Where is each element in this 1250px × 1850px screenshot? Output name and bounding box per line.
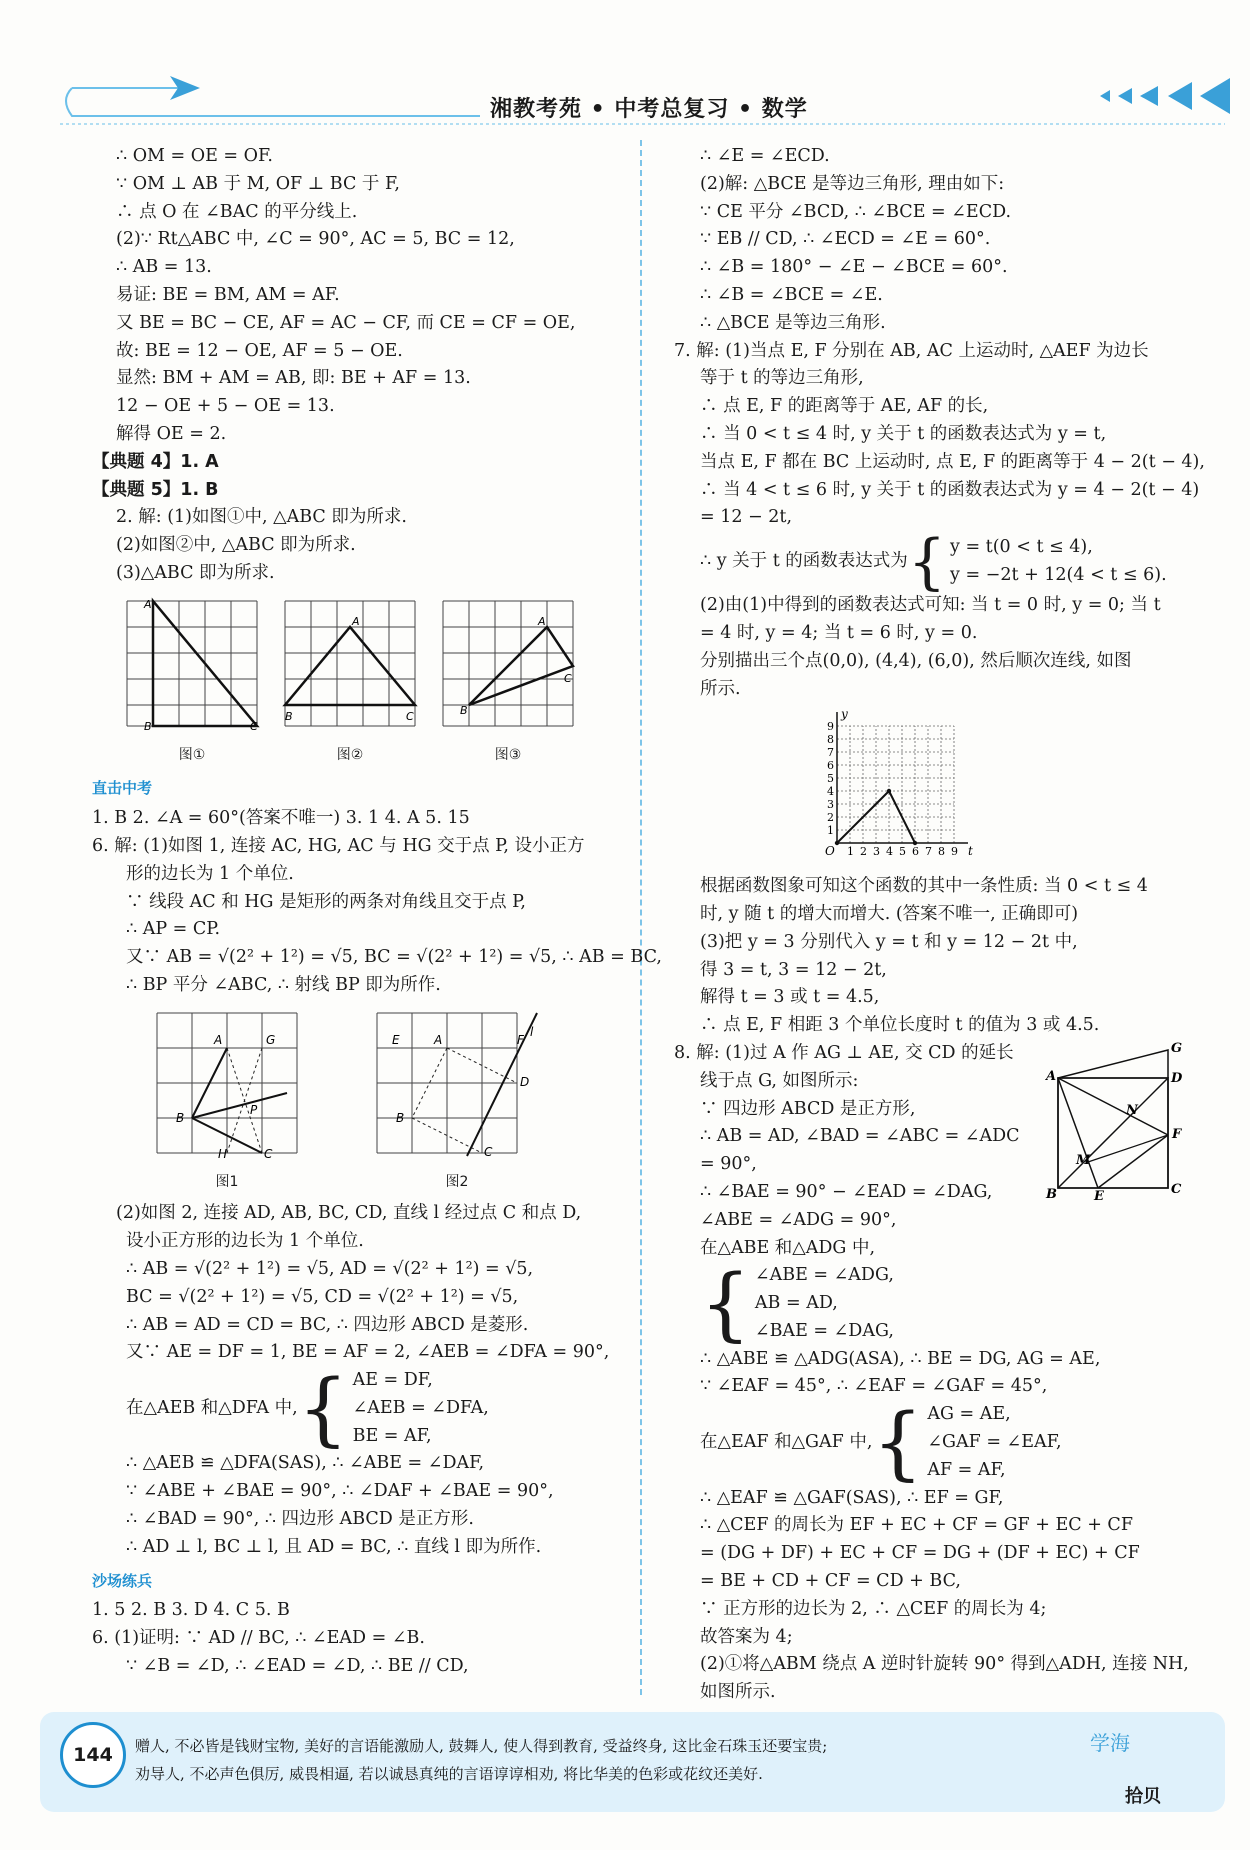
svg-text:A: A	[1046, 1068, 1057, 1084]
svg-text:D: D	[520, 1074, 530, 1089]
text-line: ∴ △BCE 是等边三角形.	[700, 312, 886, 333]
text-line: ∴ △ABE ≌ △ADG(ASA), ∴ BE = DG, AG = AE,	[700, 1348, 1101, 1369]
text-line: ∵ ∠EAF = 45°, ∴ ∠EAF = ∠GAF = 45°,	[700, 1376, 1048, 1397]
text-line: 8. 解: (1)过 A 作 AG ⊥ AE, 交 CD 的延长	[674, 1042, 1014, 1063]
y-tick-label: 8	[827, 733, 834, 747]
text-line: ∵ ∠ABE + ∠BAE = 90°, ∴ ∠DAF + ∠BAE = 90°,	[126, 1481, 554, 1502]
dianti-5: 【典题 5】1. B	[92, 479, 219, 500]
construction-figure-1-label: 图1	[215, 1173, 239, 1190]
text-line: ∴ 点 E, F 的距离等于 AE, AF 的长,	[700, 396, 989, 417]
svg-text:C: C	[484, 1144, 493, 1158]
svg-text:E: E	[1094, 1188, 1104, 1200]
text-line: (2)①将△ABM 绕点 A 逆时针旋转 90° 得到△ADH, 连接 NH,	[700, 1654, 1189, 1675]
triangle-figures	[122, 596, 632, 770]
svg-text:B: B	[144, 719, 152, 731]
x-tick-label: 8	[938, 845, 945, 859]
triangles-decoration	[1100, 78, 1230, 114]
quote-line: 劝导人, 不必声色俱厉, 威畏相逼, 若以诚恳真纯的言语谆谆相劝, 将比华美的色彩或花纹还美好.	[135, 1765, 763, 1783]
brace-function: ∴ y 关于 t 的函数表达式为 { y = t(0 < t ≤ 4), y = −2t + 12(4 < t ≤ 6).	[700, 527, 1167, 598]
text-line: ∴ AD ⊥ l, BC ⊥ l, 且 AD = BC, ∴ 直线 l 即为所作.	[126, 1536, 542, 1557]
page-number: 144	[60, 1722, 126, 1788]
brace-line: ∠AEB = ∠DFA,	[352, 1397, 489, 1418]
y-tick-label: 7	[827, 746, 834, 760]
svg-text:C: C	[564, 671, 572, 685]
text-line: 解得 t = 3 或 t = 4.5,	[700, 987, 880, 1008]
page-header	[0, 0, 1250, 150]
text-line: 又 BE = BC − CE, AF = AC − CF, 而 CE = CF = OE,	[116, 312, 576, 333]
text-line: ∵ 正方形的边长为 2, ∴ △CEF 的周长为 4;	[700, 1598, 1047, 1619]
quote-line: 赠人, 不必皆是钱财宝物, 美好的言语能激励人, 鼓舞人, 使人得到教育, 受益终身, 这比金石珠玉还要宝贵;	[135, 1737, 828, 1755]
svg-text:A: A	[144, 597, 152, 611]
text-line: = 12 − 2t,	[700, 507, 793, 528]
text-line: 又∵ AB = √(2² + 1²) = √5, BC = √(2² + 1²) = √5, ∴ AB = BC,	[126, 947, 662, 968]
svg-text:A: A	[214, 1032, 223, 1047]
text-line: ∴ 当 0 < t ≤ 4 时, y 关于 t 的函数表达式为 y = t,	[700, 423, 1107, 444]
y-tick-label: 1	[827, 824, 834, 838]
svg-text:F: F	[1172, 1126, 1182, 1142]
text-line: (3)△ABC 即为所求.	[116, 562, 275, 583]
text-line: 易证: BE = BM, AM = AF.	[116, 284, 340, 305]
text-line: 分别描出三个点(0,0), (4,4), (6,0), 然后顺次连线, 如图	[700, 650, 1132, 671]
text-line: 2. 解: (1)如图①中, △ABC 即为所求.	[116, 507, 407, 528]
svg-text:B: B	[285, 709, 293, 723]
brace-prefix: 在△AEB 和△DFA 中,	[126, 1397, 298, 1418]
grid-figure-2	[280, 596, 420, 731]
svg-text:l: l	[530, 1024, 534, 1039]
svg-text:C: C	[250, 719, 258, 731]
svg-text:C: C	[406, 709, 414, 723]
y-tick-label: 9	[827, 720, 834, 734]
construction-figures	[152, 1008, 632, 1197]
svg-text:G: G	[266, 1032, 276, 1047]
data-point	[835, 841, 839, 845]
text-line: 根据函数图象可知这个函数的其中一条性质: 当 0 < t ≤ 4	[700, 876, 1148, 897]
text-line: ∴ 点 O 在 ∠BAC 的平分线上.	[116, 201, 358, 222]
svg-text:E: E	[392, 1032, 400, 1047]
text-line: ∴ △AEB ≌ △DFA(SAS), ∴ ∠ABE = ∠DAF,	[126, 1453, 485, 1474]
square-figure	[1038, 1040, 1188, 1200]
construction-figure-2-label: 图2	[445, 1173, 469, 1190]
text-line: ∴ △EAF ≌ △GAF(SAS), ∴ EF = GF,	[700, 1487, 1004, 1508]
text-line: ∵ CE 平分 ∠BCD, ∴ ∠BCE = ∠ECD.	[700, 201, 1012, 222]
left-column	[92, 143, 662, 1681]
header-title: 湘教考苑 • 中考总复习 • 数学	[490, 97, 808, 122]
svg-text:H: H	[218, 1146, 228, 1158]
construction-figure-2	[372, 1008, 542, 1197]
text-line: (2)由(1)中得到的函数表达式可知: 当 t = 0 时, y = 0; 当 t	[700, 595, 1161, 616]
text-line: ∴ AB = AD, ∠BAD = ∠ABC = ∠ADC	[700, 1126, 1020, 1147]
construction-figure-1	[152, 1008, 302, 1197]
text-line: ∴ OM = OE = OF.	[116, 146, 273, 166]
text-line: ∴ ∠BAE = 90° − ∠EAD = ∠DAG,	[700, 1181, 993, 1202]
data-point	[887, 789, 891, 793]
text-line: ∴ ∠B = 180° − ∠E − ∠BCE = 60°.	[700, 257, 1008, 278]
text-line: 12 − OE + 5 − OE = 13.	[116, 396, 335, 417]
text-line: 故: BE = 12 − OE, AF = 5 − OE.	[116, 340, 403, 361]
figure-3-label: 图③	[494, 746, 522, 763]
brace-line: ∠BAE = ∠DAG,	[754, 1320, 894, 1341]
text-line: (3)把 y = 3 分别代入 y = t 和 y = 12 − 2t 中,	[700, 931, 1078, 952]
text-line: = 4 时, y = 4; 当 t = 6 时, y = 0.	[700, 622, 978, 643]
brace-q8-1	[700, 1235, 1218, 1263]
section-title-zhiji: 直击中考	[92, 779, 153, 798]
text-line: 当点 E, F 都在 BC 上运动时, 点 E, F 的距离等于 4 − 2(t − 4),	[700, 451, 1205, 472]
text-line: = BE + CD + CF = CD + BC,	[700, 1571, 961, 1592]
brace-q8-1-body: { ∠ABE = ∠ADG, AB = AD, ∠BAE = ∠DAG,	[700, 1256, 894, 1350]
x-tick-label: 9	[951, 845, 958, 859]
svg-text:M: M	[1076, 1152, 1091, 1168]
x-tick-label: 6	[912, 845, 919, 859]
text-line: ∴ 点 E, F 相距 3 个单位长度时 t 的值为 3 或 4.5.	[700, 1015, 1100, 1036]
text-line: = 90°,	[700, 1154, 757, 1175]
y-tick-label: 3	[827, 798, 834, 812]
text-line: ∴ ∠E = ∠ECD.	[700, 146, 830, 166]
text-line: 又∵ AE = DF = 1, BE = AF = 2, ∠AEB = ∠DFA = 90°,	[126, 1342, 610, 1363]
grid-construction-1	[152, 1008, 302, 1158]
brace-line: ∠GAF = ∠EAF,	[927, 1432, 1062, 1453]
text-line: 显然: BM + AM = AB, 即: BE + AF = 13.	[116, 368, 471, 389]
text-line: ∴ AB = 13.	[116, 257, 212, 278]
text-line: ∵ ∠B = ∠D, ∴ ∠EAD = ∠D, ∴ BE // CD,	[126, 1656, 469, 1677]
page-footer	[40, 1712, 1225, 1832]
text-line: 所示.	[700, 678, 741, 699]
y-axis-label: y	[841, 707, 848, 722]
function-chart	[815, 703, 985, 863]
svg-text:N: N	[1126, 1102, 1138, 1118]
y-tick-label: 4	[827, 785, 834, 799]
text-line: 解得 OE = 2.	[116, 423, 227, 444]
text-line: BC = √(2² + 1²) = √5, CD = √(2² + 1²) = √5,	[126, 1286, 519, 1307]
svg-text:B: B	[176, 1110, 185, 1125]
brace-prefix: 在△EAF 和△GAF 中,	[700, 1432, 873, 1453]
text-line: 7. 解: (1)当点 E, F 分别在 AB, AC 上运动时, △AEF 为边长	[674, 340, 1149, 361]
text-line: ∠ABE = ∠ADG = 90°,	[700, 1209, 897, 1230]
text-line: ∴ BP 平分 ∠ABC, ∴ 射线 BP 即为所作.	[126, 974, 441, 995]
svg-text:P: P	[250, 1102, 258, 1117]
brace-prefix: ∴ y 关于 t 的函数表达式为	[700, 551, 908, 572]
svg-text:B: B	[1046, 1186, 1057, 1200]
svg-text:C: C	[264, 1146, 273, 1158]
text-line: ∴ △CEF 的周长为 EF + EC + CF = GF + EC + CF	[700, 1515, 1133, 1536]
svg-text:A: A	[538, 614, 546, 628]
svg-text:C: C	[1171, 1181, 1182, 1197]
text-line: 故答案为 4;	[700, 1626, 793, 1647]
text-line: = (DG + DF) + EC + CF = DG + (DF + EC) + CF	[700, 1543, 1140, 1564]
text-line: 6. 解: (1)如图 1, 连接 AC, HG, AC 与 HG 交于点 P, 设小正方	[92, 835, 585, 856]
brace-line: BE = AF,	[352, 1425, 432, 1446]
text-line: ∵ EB // CD, ∴ ∠ECD = ∠E = 60°.	[700, 229, 991, 250]
data-point	[913, 841, 917, 845]
section-title-shachang: 沙场练兵	[92, 1571, 153, 1590]
svg-text:B: B	[396, 1110, 405, 1125]
text-line: 等于 t 的等边三角形,	[700, 368, 864, 389]
grid-figure-1	[122, 596, 262, 731]
text-line: 得 3 = t, 3 = 12 − 2t,	[700, 959, 887, 980]
text-line: 线于点 G, 如图所示:	[700, 1070, 859, 1091]
x-tick-label: 4	[886, 845, 893, 859]
text-line: ∴ ∠BAD = 90°, ∴ 四边形 ABCD 是正方形.	[126, 1509, 474, 1530]
text-line: ∴ AB = √(2² + 1²) = √5, AD = √(2² + 1²) = √5,	[126, 1258, 534, 1279]
text-line: ∴ 当 4 < t ≤ 6 时, y 关于 t 的函数表达式为 y = 4 − 2(t − 4)	[700, 479, 1200, 500]
grid-construction-2	[372, 1008, 542, 1158]
brand-bottom: 拾贝	[1125, 1786, 1161, 1807]
y-tick-label: 6	[827, 759, 834, 773]
brace-line: AE = DF,	[352, 1370, 433, 1391]
x-tick-label: 7	[925, 845, 932, 859]
svg-text:F: F	[517, 1032, 524, 1047]
figure-2-label: 图②	[336, 746, 364, 763]
text-line: (2)∵ Rt△ABC 中, ∠C = 90°, AC = 5, BC = 12,	[116, 229, 515, 250]
brace-q8-2: 在△EAF 和△GAF 中, { AG = AE, ∠GAF = ∠EAF, AF = AF,	[700, 1395, 1062, 1489]
brace-line: AF = AF,	[927, 1459, 1006, 1480]
figure-3	[438, 596, 578, 770]
figure-1	[122, 596, 262, 770]
text-line: ∴ ∠B = ∠BCE = ∠E.	[700, 284, 883, 305]
brace-line: AG = AE,	[927, 1404, 1011, 1425]
svg-text:A: A	[352, 614, 360, 628]
text-line: ∴ AB = AD = CD = BC, ∴ 四边形 ABCD 是菱形.	[126, 1314, 529, 1335]
x-tick-label: 1	[847, 845, 854, 859]
brace-line: y = t(0 < t ≤ 4),	[950, 537, 1093, 558]
header-decoration	[0, 0, 1250, 150]
answers-line: 1. 5 2. B 3. D 4. C 5. B	[92, 1600, 290, 1621]
answers-line: 1. B 2. ∠A = 60°(答案不唯一) 3. 1 4. A 5. 15	[92, 808, 470, 829]
svg-text:A: A	[434, 1032, 443, 1047]
brace-line: y = −2t + 12(4 < t ≤ 6).	[950, 565, 1167, 586]
x-tick-label: 2	[860, 845, 867, 859]
text-line: (2)如图②中, △ABC 即为所求.	[116, 535, 356, 556]
figure-2	[280, 596, 420, 770]
svg-text:D: D	[1171, 1070, 1183, 1086]
x-tick-label: 5	[899, 845, 906, 859]
y-tick-label: 2	[827, 811, 834, 825]
brace-system: 在△AEB 和△DFA 中, { AE = DF, ∠AEB = ∠DFA, BE = AF,	[126, 1361, 489, 1455]
y-tick-label: 5	[827, 772, 834, 786]
text-line: ∵ 四边形 ABCD 是正方形,	[700, 1098, 916, 1119]
figure-1-label: 图①	[178, 746, 206, 763]
quote-text	[135, 1732, 1115, 1788]
grid-figure-3	[438, 596, 578, 731]
text-line: (2)如图 2, 连接 AD, AB, BC, CD, 直线 l 经过点 C 和点 D,	[116, 1203, 582, 1224]
column-divider	[640, 140, 642, 1695]
brace-prefix: 在△ABE 和△ADG 中,	[700, 1237, 876, 1258]
brace-line: ∠ABE = ∠ADG,	[754, 1265, 894, 1286]
brace-line: AB = AD,	[754, 1293, 838, 1314]
text-line: 时, y 随 t 的增大而增大. (答案不唯一, 正确即可)	[700, 903, 1079, 924]
brand-top: 学海	[1090, 1731, 1130, 1755]
text-line: 如图所示.	[700, 1682, 776, 1703]
x-tick-label: 3	[873, 845, 880, 859]
svg-text:G: G	[1171, 1040, 1183, 1056]
text-line: 设小正方形的边长为 1 个单位.	[126, 1231, 364, 1252]
text-line: ∵ 线段 AC 和 HG 是矩形的两条对角线且交于点 P,	[126, 891, 526, 912]
dianti-4: 【典题 4】1. A	[92, 451, 219, 472]
right-column	[674, 143, 1218, 1707]
text-line: 6. (1)证明: ∵ AD // BC, ∴ ∠EAD = ∠B.	[92, 1628, 425, 1649]
text-line: ∴ AP = CP.	[126, 919, 221, 940]
origin-label: O	[825, 844, 835, 859]
x-axis-label: t	[968, 844, 973, 859]
text-line: (2)解: △BCE 是等边三角形, 理由如下:	[700, 173, 1005, 194]
text-line: ∵ OM ⊥ AB 于 M, OF ⊥ BC 于 F,	[116, 173, 400, 194]
svg-text:B: B	[460, 703, 468, 717]
text-line: 形的边长为 1 个单位.	[126, 863, 294, 884]
